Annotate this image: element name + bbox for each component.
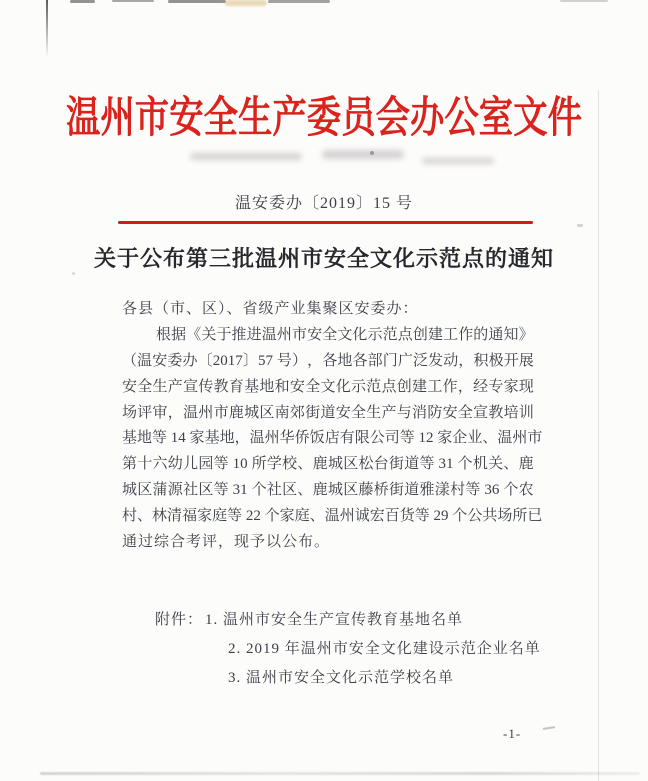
body-line: 根 据 《 关 于 推 进 温 州 市 安 全 文 化 示 范 点 创 建 工 作 的 通 知 》 (156, 326, 534, 343)
scan-artifact-bottom-smudge (40, 772, 640, 775)
scan-artifact-top-edge (268, 0, 330, 3)
body-line: 基 地 等 14 家 基 地 ， 温 州 华 侨 饭 店 有 限 公 司 等 12 家 企 业 、 温 州 市 (122, 430, 543, 447)
document-org-title: 温州市安全生产委员会办公室文件 (66, 95, 582, 142)
attachment-item: 2. 2019 年温州市安全文化建设示范企业名单 (228, 641, 541, 657)
attachment-item: 3. 温州市安全文化示范学校名单 (228, 670, 455, 686)
body-line: 通过综合考评，现予以公布。 (122, 534, 331, 551)
page-number: -1- (503, 726, 522, 741)
document-body (122, 297, 543, 556)
scan-artifact-ghost-text (190, 153, 302, 160)
scan-artifact-speck (577, 224, 583, 227)
body-line: 场 评 审 ， 温 州 市 鹿 城 区 南 郊 街 道 安 全 生 产 与 消 防 安 全 宣 教 培 训 (122, 404, 534, 421)
scan-artifact-left-line (46, 0, 48, 58)
attachment-line (122, 635, 542, 664)
body-line: （ 温 安 委 办 〔 2017 〕 57 号 ） ， 各 地 各 部 门 广 泛 发 动 ， 积 极 开 展 (122, 352, 534, 369)
red-separator-line (118, 221, 533, 224)
scan-artifact-top-edge (168, 0, 226, 3)
attachment-item: 1. 温州市安全生产宣传教育基地名单 (205, 612, 464, 628)
document-subject-title: 关于公布第三批温州市安全文化示范点的通知 (93, 246, 554, 271)
scan-artifact-top-edge (560, 0, 608, 2)
body-line: 安 全 生 产 宣 传 教 育 基 地 和 安 全 文 化 示 范 点 创 建 工 作 ， 经 专 家 现 (122, 378, 534, 395)
attachments-block (122, 606, 542, 693)
scan-artifact-ghost-text (422, 158, 494, 164)
scan-artifact-speck (370, 151, 374, 155)
body-line: 城 区 蒲 源 社 区 等 31 个 社 区 、 鹿 城 区 藤 桥 街 道 雅 漾 村 等 36 个 农 (122, 482, 534, 499)
scan-artifact-ghost-text (322, 150, 404, 159)
attachment-line (122, 664, 542, 693)
attachment-line (122, 606, 542, 635)
body-line: 村 、 林 清 福 家 庭 等 22 个 家 庭 、 温 州 诚 宏 百 货 等 29 个 公 共 场 所 已 (122, 508, 543, 525)
document-number: 温安委办〔2019〕15 号 (234, 195, 413, 212)
salutation-line: 各县（市、区）、省级产业集聚区安委办： (122, 301, 419, 317)
attachments-label: 附件： (155, 612, 204, 628)
scan-artifact-tan-smudge (225, 0, 267, 6)
scan-artifact-top-edge (70, 0, 95, 3)
scan-artifact-speck (543, 726, 555, 730)
body-line: 第 十 六 幼 儿 园 等 10 所 学 校 、 鹿 城 区 松 台 街 道 等 31 个 机 关 、 鹿 (122, 456, 534, 473)
scan-artifact-top-edge (112, 0, 154, 2)
body-paragraph (122, 323, 543, 556)
